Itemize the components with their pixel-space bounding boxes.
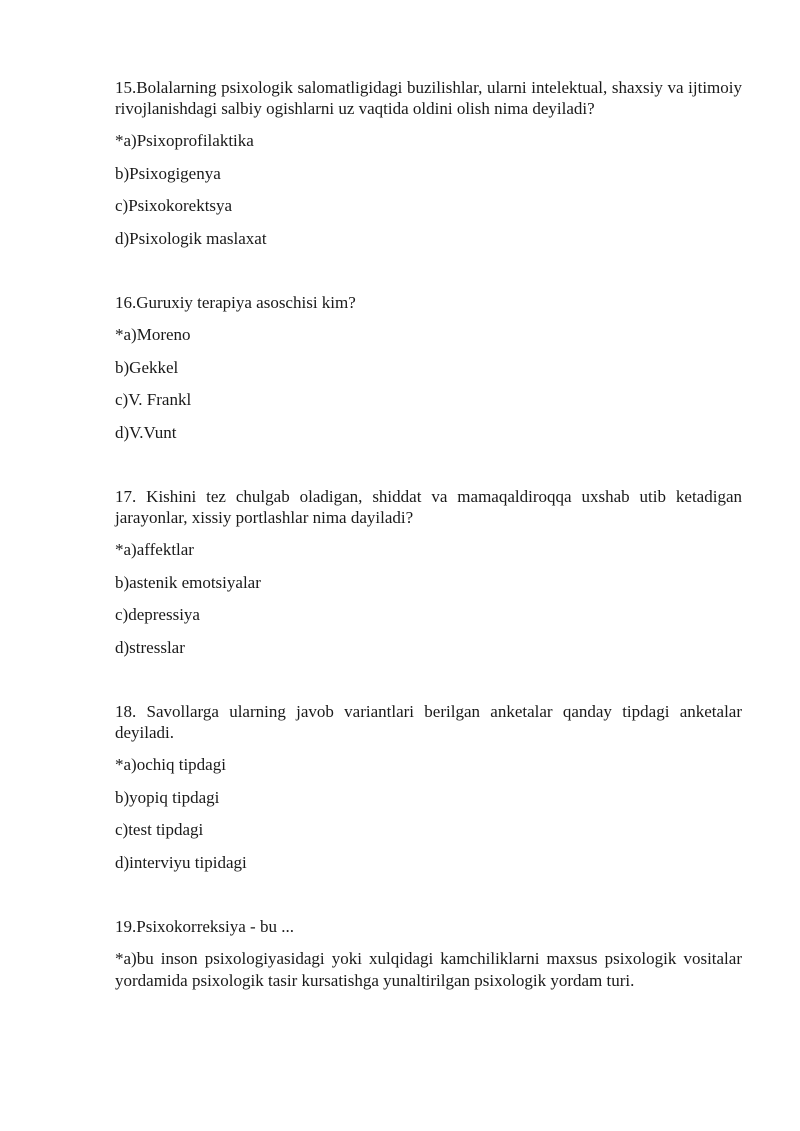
- answer-option-c: c)Psixokorektsya: [115, 196, 233, 215]
- question-text: 16.Guruxiy terapiya asoschisi kim?: [115, 293, 356, 312]
- question-text: 15.Bolalarning psixologik salomatligidagi buzilishlar, ularni intelektual, shaxsiy va ijtimoiy rivojlanishdagi salbiy ogishlarni uz vaqtida oldini olish nima deyiladi?: [115, 78, 742, 118]
- answer-option-a: *a)Moreno: [115, 325, 191, 344]
- question-18: [115, 701, 742, 873]
- question-19: [115, 916, 742, 991]
- answer-option-a: *a)ochiq tipdagi: [115, 755, 226, 774]
- answer-option-b: b)yopiq tipdagi: [115, 787, 220, 807]
- answer-option-c: c)test tipdagi: [115, 820, 204, 839]
- answer-option-b: b)Psixogigenya: [115, 163, 221, 183]
- question-spacer: [115, 260, 742, 292]
- question-15: [115, 77, 742, 249]
- question-spacer: [115, 669, 742, 701]
- question-text: 17. Kishini tez chulgab oladigan, shiddat va mamaqaldiroqqa uxshab utib ketadigan jarayonlar, xissiy portlashlar nima dayiladi?: [115, 487, 742, 527]
- answer-option-d: d)Psixologik maslaxat: [115, 228, 267, 248]
- answer-option-d: d)interviyu tipidagi: [115, 852, 247, 872]
- question-17: [115, 486, 742, 658]
- document-page: [115, 77, 742, 991]
- answer-option-d: d)V.Vunt: [115, 422, 177, 442]
- question-16: [115, 292, 742, 443]
- answer-option-d: d)stresslar: [115, 637, 185, 657]
- answer-option-b: b)Gekkel: [115, 357, 179, 377]
- answer-option-a: *a)bu inson psixologiyasidagi yoki xulqidagi kamchiliklarni maxsus psixologik vositalar yordamida psixologik tasir kursatishga yunaltirilgan psixologik yordam turi.: [115, 949, 742, 990]
- answer-option-a: *a)affektlar: [115, 540, 194, 559]
- question-text: 19.Psixokorreksiya - bu ...: [115, 917, 294, 936]
- question-spacer: [115, 454, 742, 486]
- answer-option-c: c)depressiya: [115, 605, 200, 624]
- answer-option-c: c)V. Frankl: [115, 390, 192, 409]
- answer-option-b: b)astenik emotsiyalar: [115, 572, 261, 592]
- answer-option-a: *a)Psixoprofilaktika: [115, 131, 254, 150]
- question-text: 18. Savollarga ularning javob variantlari berilgan anketalar qanday tipdagi anketalar deyiladi.: [115, 702, 742, 742]
- question-spacer: [115, 884, 742, 916]
